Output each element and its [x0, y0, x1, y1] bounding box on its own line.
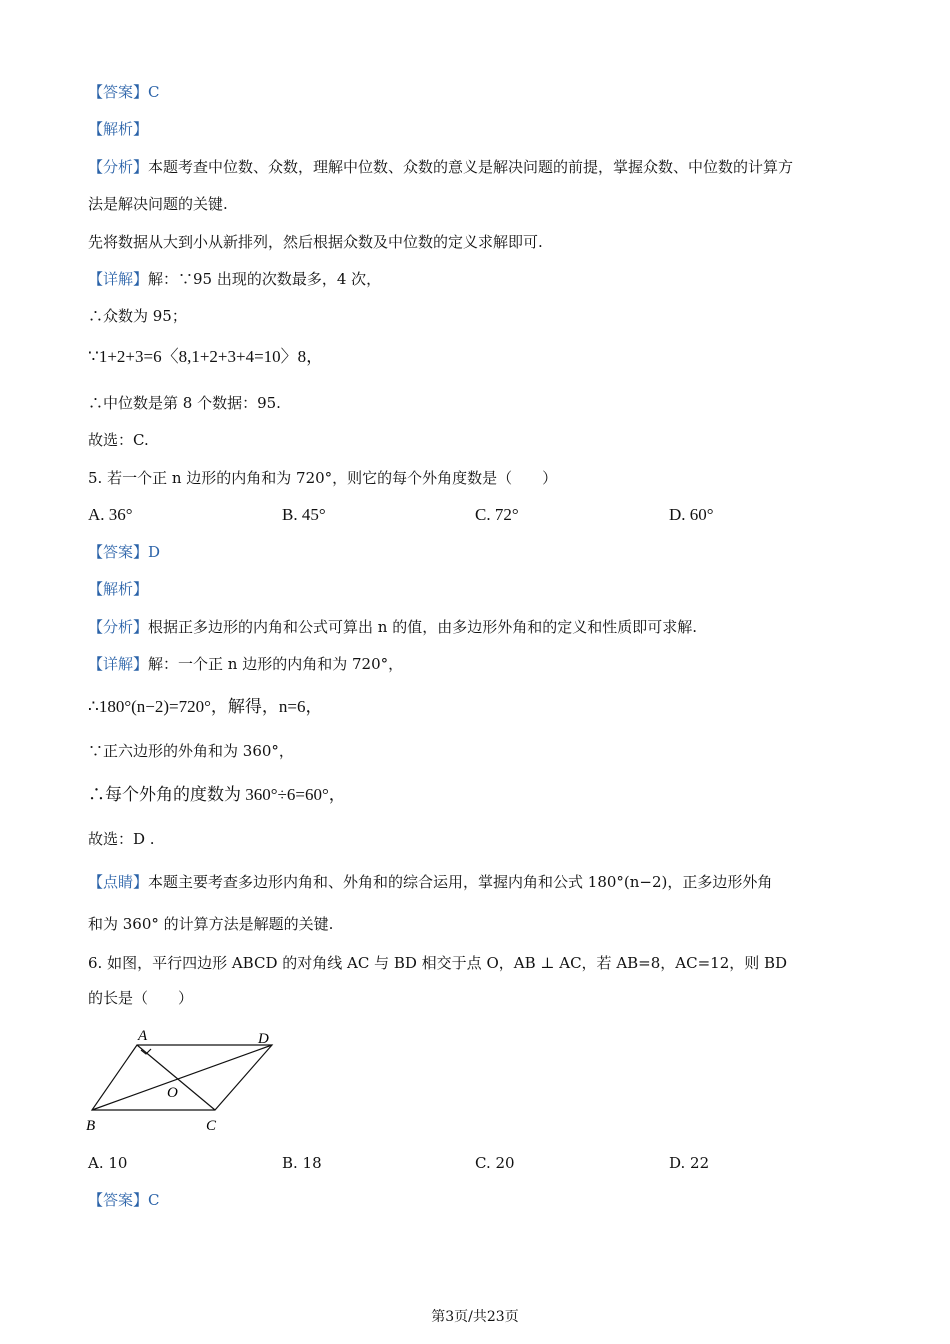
- q5-analysis-tag: 【分析】: [88, 618, 149, 636]
- q5-option-d: D. 60°: [669, 505, 714, 524]
- q5-analysis-title: 【解析】: [88, 580, 149, 598]
- q5-analysis-text: 根据正多边形的内角和公式可算出 n 的值，由多边形外角和的定义和性质即可求解.: [148, 618, 697, 636]
- q5-option-b: B. 45°: [282, 505, 326, 524]
- label-o: O: [167, 1085, 178, 1101]
- label-a: A: [138, 1028, 148, 1044]
- label-d: D: [258, 1031, 269, 1047]
- q5-detail-line1: [88, 654, 870, 674]
- diagonal-bd: [92, 1045, 272, 1110]
- q5-detail-line2: ∴180°(n−2)=720°，解得，n=6，: [88, 697, 323, 716]
- parallelogram-figure: [80, 1025, 290, 1140]
- q5-stem: 5. 若一个正 n 边形的内角和为 720°，则它的每个外角度数是（ ）: [88, 469, 558, 487]
- q5-detail-line3: ∵正六边形的外角和为 360°，: [88, 742, 294, 760]
- q6-stem-line1: 6. 如图，平行四边形 ABCD 的对角线 AC 与 BD 相交于点 O，AB ⊥ AC，若 AB=8，AC=12，则 BD: [88, 954, 788, 972]
- label-b: B: [86, 1118, 96, 1134]
- q4-choose: 故选：C.: [88, 431, 149, 449]
- q6-option-d: D. 22: [669, 1154, 710, 1172]
- q5-comment-text: 本题主要考查多边形内角和、外角和的综合运用，掌握内角和公式 180°(n−2)，正多边形外角: [148, 873, 773, 891]
- q5-comment-tag: 【点睛】: [88, 873, 149, 891]
- q5-answer: 【答案】D: [88, 543, 161, 561]
- q6-stem-line2: 的长是（ ）: [88, 989, 194, 1007]
- q5-option-c: C. 72°: [475, 505, 519, 524]
- q6-answer: 【答案】C: [88, 1191, 160, 1209]
- q4-detail-line2: ∴众数为 95；: [88, 307, 187, 325]
- label-c: C: [206, 1118, 217, 1134]
- q4-answer: 【答案】C: [88, 83, 160, 101]
- q4-detail-line3: ∵1+2+3=6〈8,1+2+3+4=10〉8，: [88, 347, 324, 366]
- q4-analysis-tag: 【分析】: [88, 158, 149, 176]
- page-footer: 第3页/共23页: [431, 1309, 519, 1325]
- q4-detail-line1: [88, 269, 870, 289]
- q4-analysis-title: 【解析】: [88, 120, 149, 138]
- q4-detail-text: 解：∵95 出现的次数最多，4 次，: [148, 270, 382, 288]
- q5-detail-line4: ∴每个外角的度数为 360°÷6=60°，: [88, 785, 346, 804]
- q5-choose: 故选：D .: [88, 830, 155, 848]
- q4-detail-tag: 【详解】: [88, 270, 149, 288]
- q5-detail-tag: 【详解】: [88, 655, 149, 673]
- q5-comment-line2: 和为 360° 的计算方法是解题的关键.: [88, 915, 334, 933]
- q6-option-b: B. 18: [282, 1154, 322, 1172]
- q4-detail-line4: ∴中位数是第 8 个数据：95.: [88, 394, 281, 412]
- q6-option-a: A. 10: [88, 1154, 128, 1172]
- q5-option-a: A. 36°: [88, 505, 133, 524]
- q6-option-c: C. 20: [475, 1154, 515, 1172]
- q4-analysis-text: 本题考查中位数、众数，理解中位数、众数的意义是解决问题的前提，掌握众数、中位数的计算方: [148, 158, 794, 176]
- q4-analysis-line3: 先将数据从大到小从新排列，然后根据众数及中位数的定义求解即可.: [88, 233, 543, 251]
- q4-analysis-line1: [88, 157, 870, 177]
- q4-analysis-line2: 法是解决问题的关键.: [88, 195, 228, 213]
- q5-comment-line1: [88, 872, 870, 892]
- q5-detail-text: 解：一个正 n 边形的内角和为 720°，: [148, 655, 404, 673]
- q5-analysis-line1: [88, 617, 870, 637]
